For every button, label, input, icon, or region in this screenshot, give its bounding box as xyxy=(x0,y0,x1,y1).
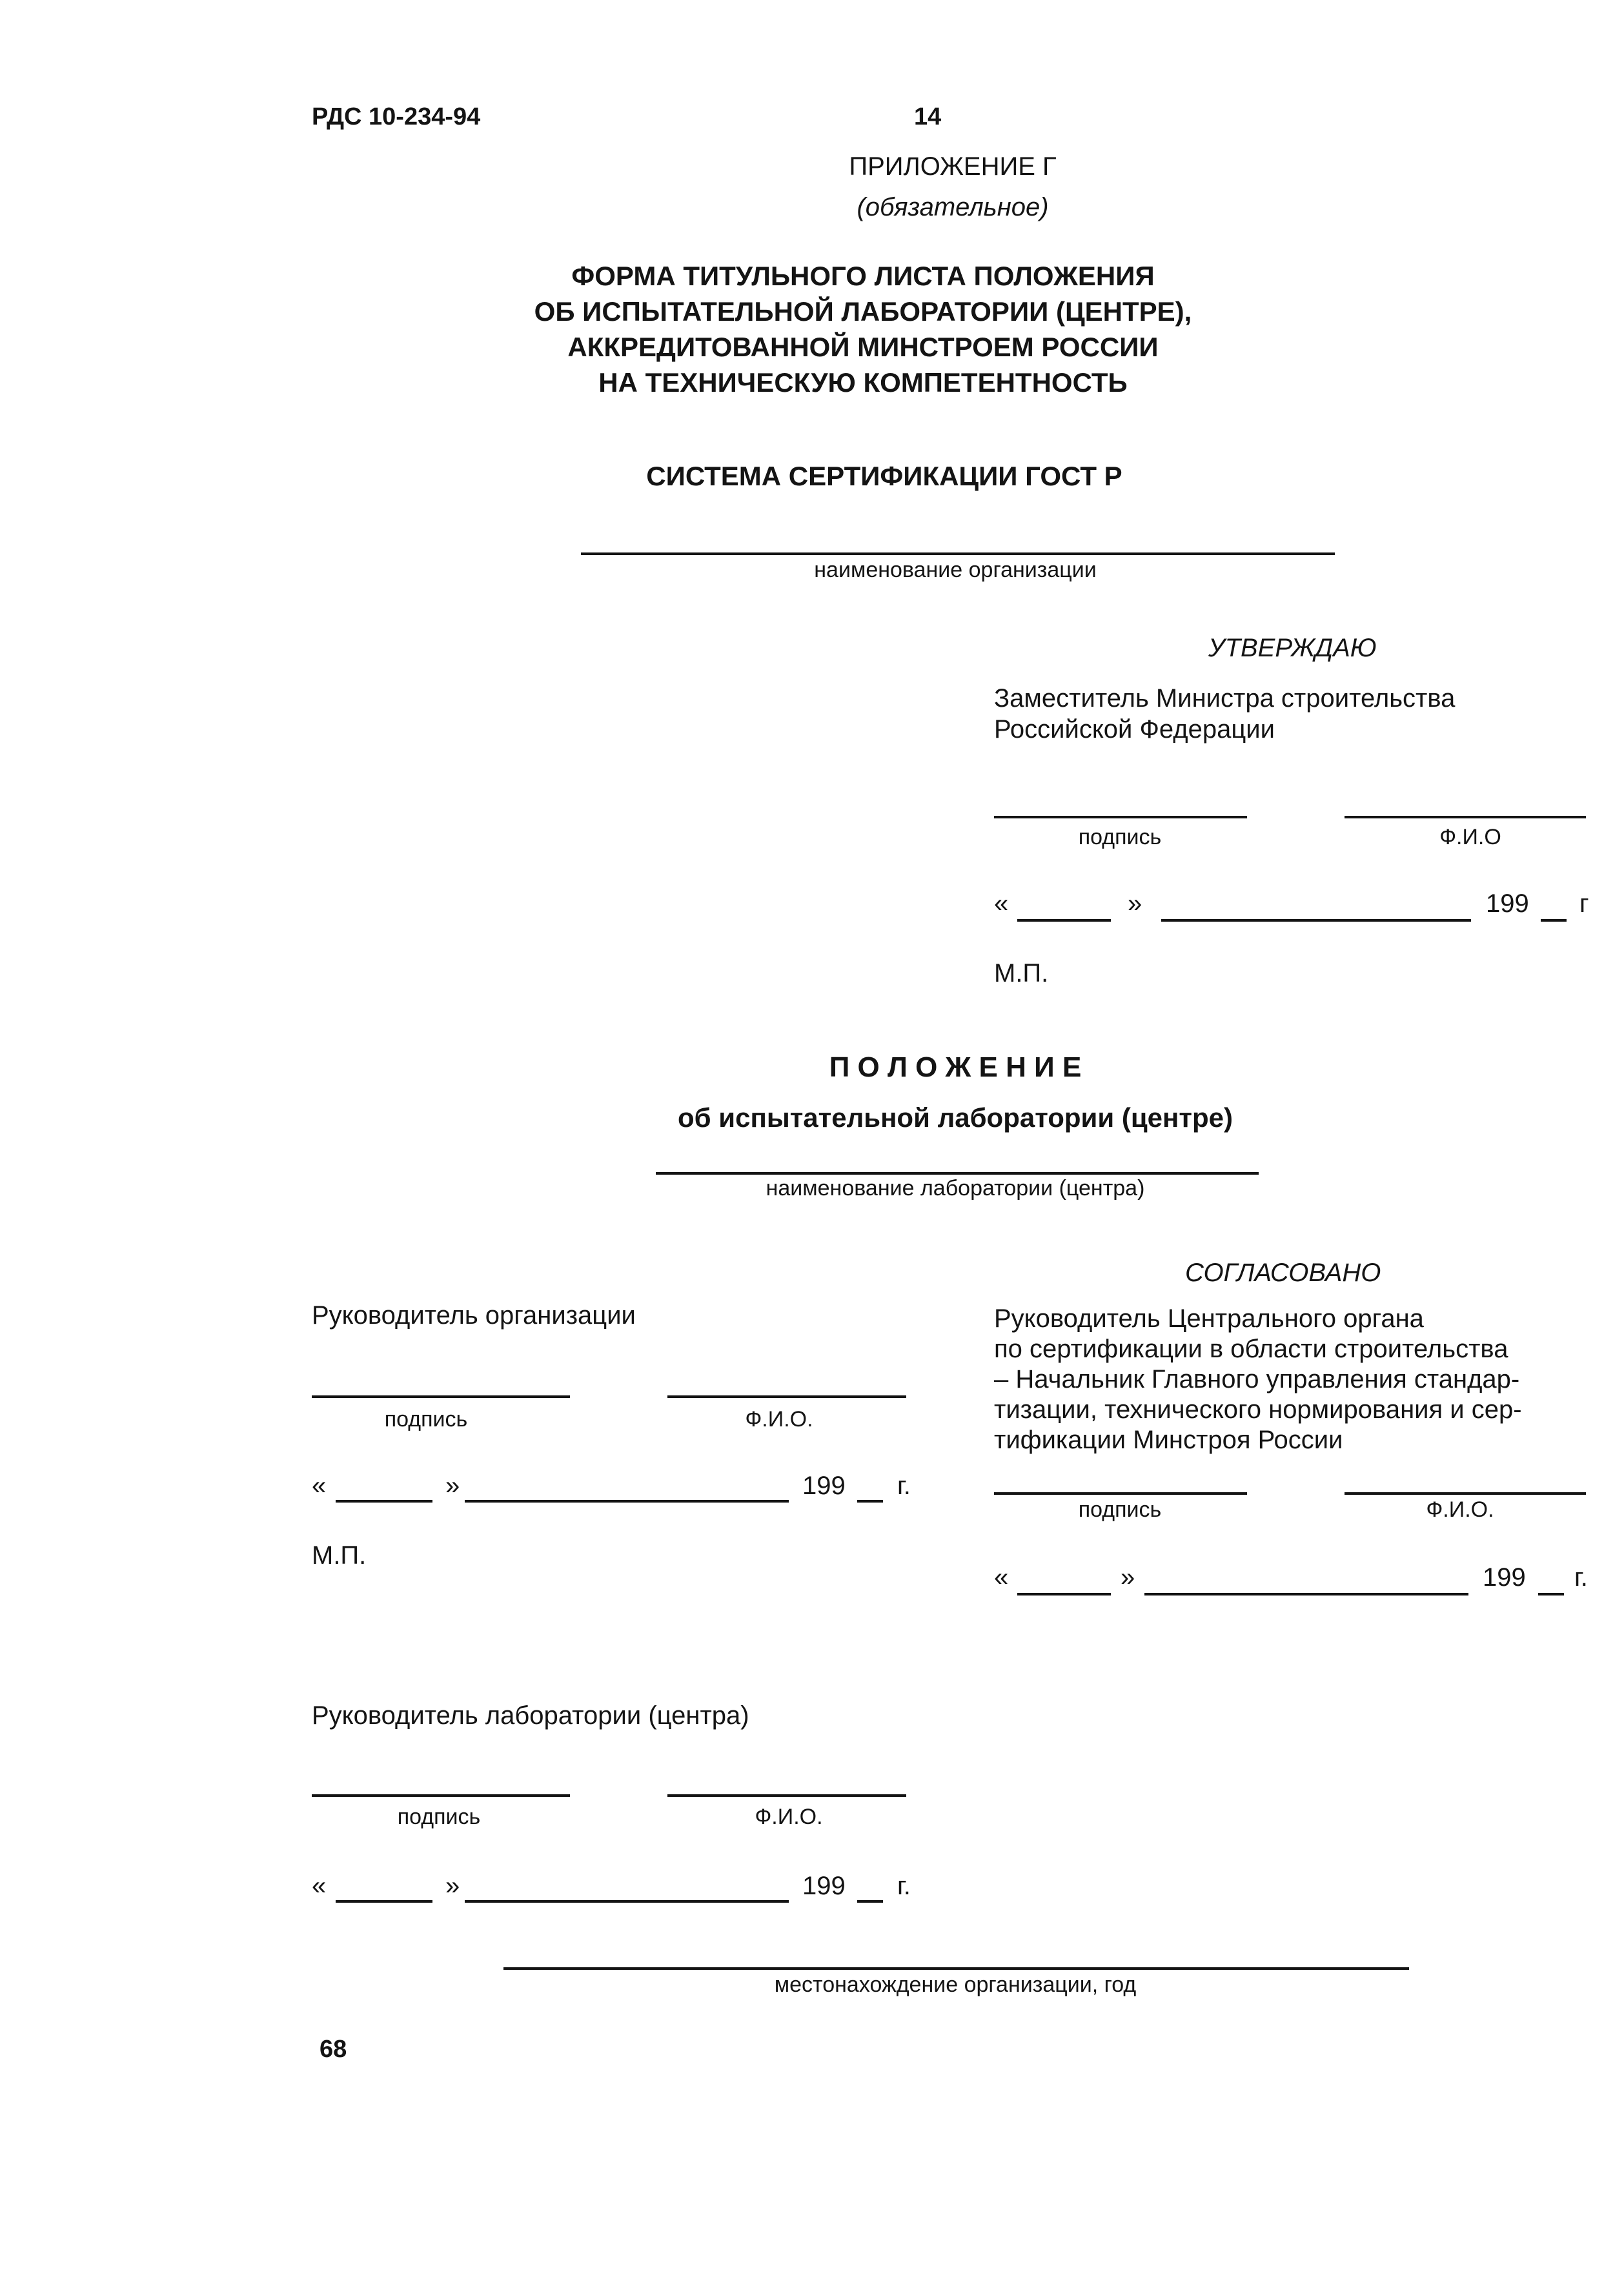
approve-position xyxy=(994,683,1455,745)
title-line: ФОРМА ТИТУЛЬНОГО ЛИСТА ПОЛОЖЕНИЯ xyxy=(571,261,1155,291)
page-number-bottom: 68 xyxy=(320,2036,347,2063)
document-subtitle: об испытательной лаборатории (центре) xyxy=(678,1102,1233,1133)
lab-head-name-line xyxy=(667,1794,906,1797)
org-head-name-caption: Ф.И.О. xyxy=(745,1407,813,1432)
agreed-day-line xyxy=(1017,1593,1111,1595)
location-line xyxy=(503,1967,1409,1970)
org-head-label: Руководитель организации xyxy=(312,1301,636,1330)
org-head-year: 199 xyxy=(802,1472,846,1500)
lab-head-name-caption: Ф.И.О. xyxy=(755,1805,823,1829)
agreed-year-suffix: г. xyxy=(1574,1563,1588,1592)
agreed-position-line: – Начальник Главного управления стандар- xyxy=(994,1365,1520,1393)
agreed-label: СОГЛАСОВАНО xyxy=(1185,1259,1381,1287)
agreed-name-line xyxy=(1345,1492,1586,1495)
lab-head-year-line xyxy=(857,1900,883,1903)
approve-name-caption: Ф.И.О xyxy=(1439,825,1501,849)
document-code: РДС 10-234-94 xyxy=(312,103,481,130)
agreed-position-line: тификации Минстроя России xyxy=(994,1426,1343,1454)
title-line: АККРЕДИТОВАННОЙ МИНСТРОЕМ РОССИИ xyxy=(567,332,1159,362)
approve-quote-close: » xyxy=(1128,889,1142,918)
lab-head-quote-open: « xyxy=(312,1872,327,1900)
approve-year-suffix: г xyxy=(1579,889,1589,918)
approve-stamp: М.П. xyxy=(994,959,1049,988)
approve-signature-caption: подпись xyxy=(1078,825,1162,849)
title-line: НА ТЕХНИЧЕСКУЮ КОМПЕТЕНТНОСТЬ xyxy=(598,367,1128,398)
appendix-label: ПРИЛОЖЕНИЕ Г xyxy=(849,152,1057,181)
lab-head-year: 199 xyxy=(802,1872,846,1900)
title-line: ОБ ИСПЫТАТЕЛЬНОЙ ЛАБОРАТОРИИ (ЦЕНТРЕ), xyxy=(534,296,1192,327)
org-name-line xyxy=(581,552,1335,555)
approve-signature-line xyxy=(994,816,1247,818)
org-head-day-line xyxy=(336,1500,432,1503)
lab-head-year-suffix: г. xyxy=(897,1872,911,1900)
agreed-position-line: Руководитель Центрального органа xyxy=(994,1304,1424,1333)
agreed-position-line: тизации, технического нормирования и сер- xyxy=(994,1395,1522,1424)
system-heading: СИСТЕМА СЕРТИФИКАЦИИ ГОСТ Р xyxy=(646,461,1122,491)
org-head-signature-caption: подпись xyxy=(384,1407,468,1432)
org-head-year-line xyxy=(857,1500,883,1503)
agreed-year-line xyxy=(1538,1593,1564,1595)
org-head-signature-line xyxy=(312,1395,570,1398)
approve-year-line xyxy=(1541,919,1567,922)
approve-year: 199 xyxy=(1486,889,1529,918)
lab-head-signature-line xyxy=(312,1794,570,1797)
lab-head-quote-close: » xyxy=(445,1872,460,1900)
agreed-year: 199 xyxy=(1483,1563,1526,1592)
agreed-position xyxy=(994,1304,1522,1455)
org-head-name-line xyxy=(667,1395,906,1398)
approve-quote-open: « xyxy=(994,889,1009,918)
lab-name-caption: наименование лаборатории (центра) xyxy=(766,1176,1145,1200)
approve-day-line xyxy=(1017,919,1111,922)
approve-position-line: Заместитель Министра строительства xyxy=(994,684,1456,713)
lab-head-label: Руководитель лаборатории (центра) xyxy=(312,1701,749,1730)
org-name-caption: наименование организации xyxy=(814,558,1097,582)
document-title: П О Л О Ж Е Н И Е xyxy=(829,1051,1082,1083)
form-title xyxy=(534,258,1192,400)
agreed-position-line: по сертификации в области строительства xyxy=(994,1335,1508,1363)
approve-name-line xyxy=(1345,816,1586,818)
lab-name-line xyxy=(656,1172,1259,1175)
page-number-top: 14 xyxy=(914,103,942,130)
agreed-signature-caption: подпись xyxy=(1078,1497,1162,1522)
lab-head-month-line xyxy=(465,1900,789,1903)
org-head-stamp: М.П. xyxy=(312,1541,367,1570)
location-caption: местонахождение организации, год xyxy=(774,1972,1137,1997)
agreed-month-line xyxy=(1144,1593,1468,1595)
approve-month-line xyxy=(1161,919,1471,922)
org-head-quote-open: « xyxy=(312,1472,327,1500)
appendix-note: (обязательное) xyxy=(857,193,1049,221)
lab-head-signature-caption: подпись xyxy=(397,1805,481,1829)
approve-position-line: Российской Федерации xyxy=(994,715,1275,744)
agreed-quote-close: » xyxy=(1121,1563,1135,1592)
agreed-signature-line xyxy=(994,1492,1247,1495)
approve-label: УТВЕРЖДАЮ xyxy=(1208,634,1377,662)
org-head-year-suffix: г. xyxy=(897,1472,911,1500)
org-head-month-line xyxy=(465,1500,789,1503)
agreed-name-caption: Ф.И.О. xyxy=(1426,1497,1494,1522)
lab-head-day-line xyxy=(336,1900,432,1903)
org-head-quote-close: » xyxy=(445,1472,460,1500)
agreed-quote-open: « xyxy=(994,1563,1009,1592)
